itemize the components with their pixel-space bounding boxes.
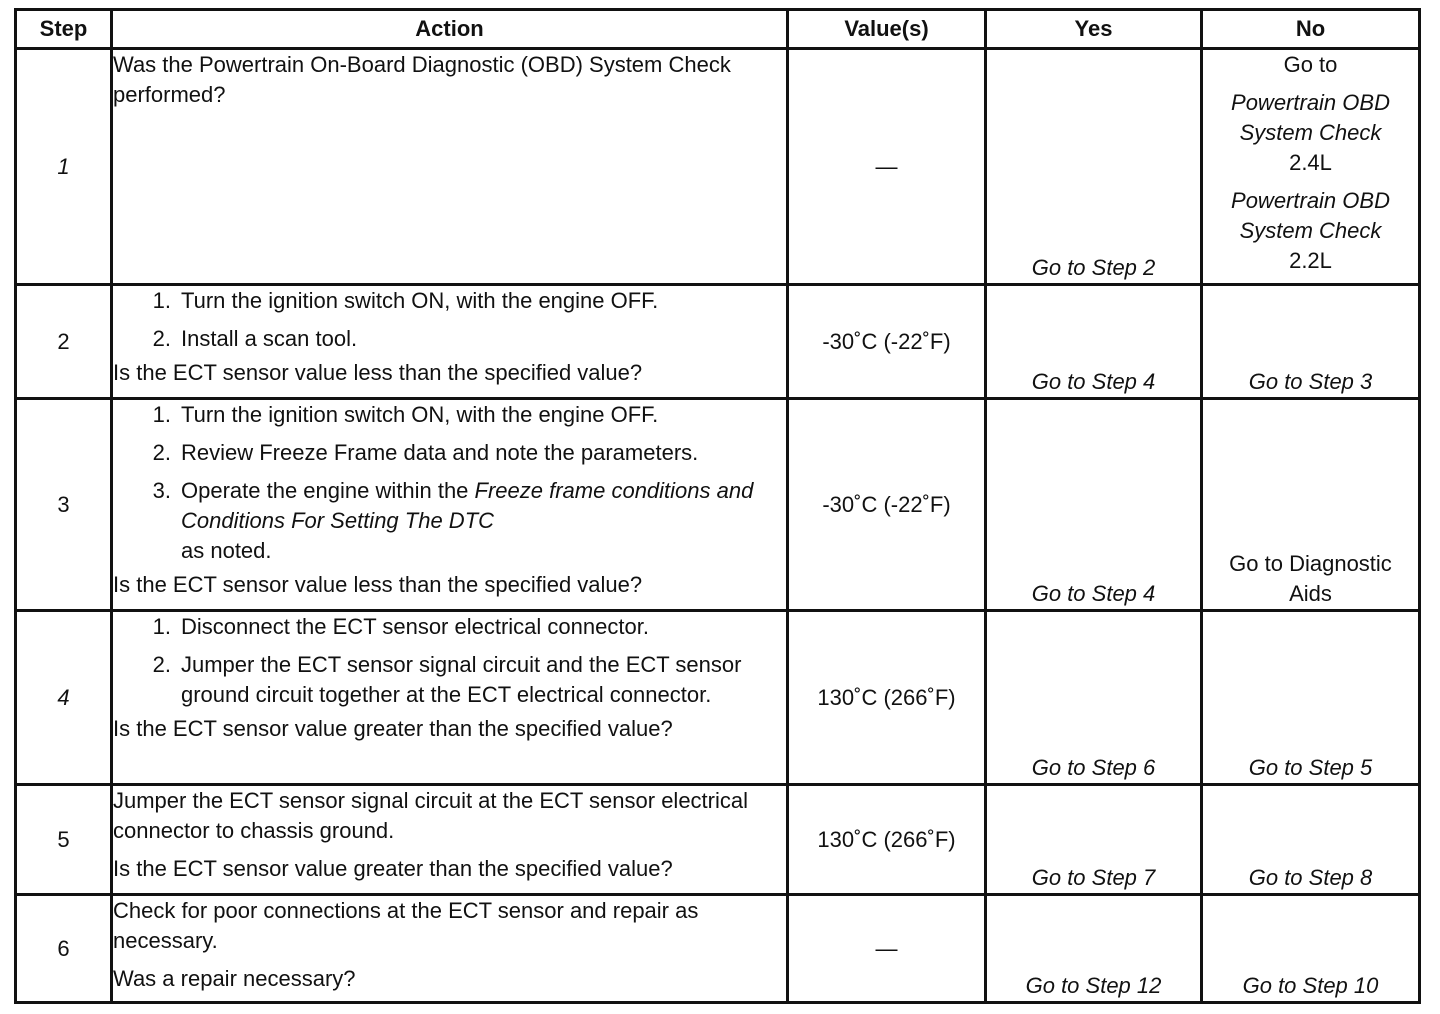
no-cell: Go to Step 5 [1202,611,1420,785]
yes-cell: Go to Step 7 [986,785,1202,895]
diagnostic-table [14,8,1421,1004]
no-goto: Go to [1283,52,1338,77]
yes-cell: Go to Step 2 [986,49,1202,285]
action-list [113,612,786,710]
no-ref-2-variant: 2.2L [1289,248,1332,273]
table-row-step-3 [16,399,1420,611]
value-cell: — [788,895,986,1003]
list-item: 1. Disconnect the ECT sensor electrical connector. [152,614,649,639]
action-cell [112,399,788,611]
yes-cell: Go to Step 12 [986,895,1202,1003]
value-cell: 130˚C (266˚F) [788,785,986,895]
step-number: 5 [16,785,112,895]
list-item: 2. Jumper the ECT sensor signal circuit and the ECT sensor ground circuit together at the ECT electrical connector. [152,652,742,707]
value-cell: — [788,49,986,285]
list-item: 2. Review Freeze Frame data and note the parameters. [152,440,699,465]
table-row-step-1 [16,49,1420,285]
action-cell [112,785,788,895]
table-row-step-4 [16,611,1420,785]
list-item: 2. Install a scan tool. [152,326,358,351]
no-ref-1-variant: 2.4L [1289,150,1332,175]
action-question: Is the ECT sensor value greater than the specified value? [113,856,673,881]
action-cell [112,611,788,785]
list-item: 1. Turn the ignition switch ON, with the engine OFF. [152,402,659,427]
list-item: 1. Turn the ignition switch ON, with the engine OFF. [152,288,659,313]
header-action: Action [112,10,788,49]
table-row-step-2 [16,285,1420,399]
no-cell: Go to Step 10 [1202,895,1420,1003]
no-ref-1-title: Powertrain OBD System Check [1231,90,1390,145]
no-ref-2 [1203,186,1418,276]
action-text: Was the Powertrain On-Board Diagnostic (OBD) System Check performed? [113,52,731,107]
action-cell [112,895,788,1003]
header-values: Value(s) [788,10,986,49]
action-question: Was a repair necessary? [113,966,356,991]
header-yes: Yes [986,10,1202,49]
action-cell [112,285,788,399]
step-number: 4 [16,611,112,785]
header-no: No [1202,10,1420,49]
header-step: Step [16,10,112,49]
table-row-step-5 [16,785,1420,895]
value-cell: 130˚C (266˚F) [788,611,986,785]
no-cell: Go to Step 8 [1202,785,1420,895]
yes-cell: Go to Step 4 [986,285,1202,399]
action-text: Jumper the ECT sensor signal circuit at the ECT sensor electrical connector to chassis ground. [113,788,749,843]
step-number: 6 [16,895,112,1003]
step-number: 1 [16,49,112,285]
list-item: 3. Operate the engine within the Freeze frame conditions and Conditions For Setting The DTC as noted. [152,478,754,563]
action-question: Is the ECT sensor value less than the specified value? [113,572,643,597]
no-ref-2-title: Powertrain OBD System Check [1231,188,1390,243]
action-list [113,286,786,354]
action-text: Check for poor connections at the ECT sensor and repair as necessary. [113,898,699,953]
no-cell: Go to Diagnostic Aids [1202,399,1420,611]
step-number: 3 [16,399,112,611]
action-cell [112,49,788,285]
yes-cell: Go to Step 6 [986,611,1202,785]
action-list [113,400,786,566]
step-number: 2 [16,285,112,399]
no-ref-1 [1203,88,1418,178]
no-cell: Go to Step 3 [1202,285,1420,399]
action-question: Is the ECT sensor value greater than the specified value? [113,716,673,741]
yes-cell: Go to Step 4 [986,399,1202,611]
no-cell [1202,49,1420,285]
value-cell: -30˚C (-22˚F) [788,285,986,399]
action-question: Is the ECT sensor value less than the specified value? [113,360,643,385]
value-cell: -30˚C (-22˚F) [788,399,986,611]
table-row-step-6 [16,895,1420,1003]
header-row [16,10,1420,49]
